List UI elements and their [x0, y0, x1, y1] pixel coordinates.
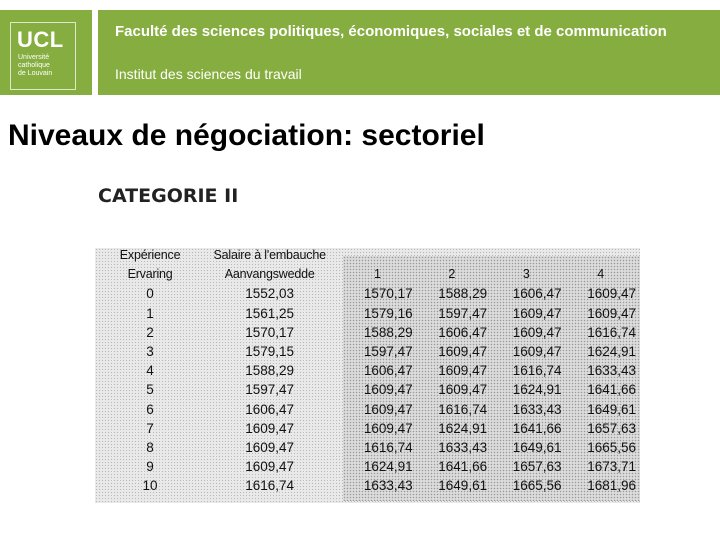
column-header: Aanvangswedde — [224, 267, 315, 282]
table-cell: 1609,47 — [587, 305, 636, 321]
column-header — [342, 246, 416, 265]
table-cell: 1681,96 — [587, 478, 636, 494]
table-cell: 10 — [142, 478, 158, 494]
column-header: Expérience — [119, 248, 181, 262]
table-cell: 1673,71 — [587, 459, 636, 475]
table-cell: 1649,61 — [438, 478, 488, 494]
table-cell: 8 — [146, 440, 154, 456]
logo-text: UCL — [17, 27, 64, 52]
table-cell: 1552,03 — [245, 286, 295, 302]
table-cell: 1641,66 — [438, 459, 488, 475]
table-cell: 1597,47 — [245, 382, 295, 398]
faculty-name: Faculté des sciences politiques, économiques, sociales et de communication — [115, 23, 667, 40]
table-cell: 1609,47 — [438, 363, 488, 379]
table-cell: 1641,66 — [587, 382, 636, 398]
table-row — [103, 419, 640, 438]
table-cell: 1609,47 — [512, 344, 562, 360]
table-header-row — [103, 265, 640, 284]
table-cell: 1616,74 — [512, 363, 562, 379]
column-header: 2 — [448, 267, 456, 282]
table-cell: 7 — [146, 420, 154, 436]
table-cell: 1609,47 — [512, 324, 562, 340]
column-header — [491, 246, 565, 265]
column-header: Ervaring — [127, 267, 173, 282]
table-cell: 1633,43 — [363, 478, 413, 494]
column-header: 3 — [522, 267, 530, 282]
table-cell: 1616,74 — [587, 324, 636, 340]
column-header: Salaire à l'embauche — [213, 248, 326, 262]
table-cell: 1579,16 — [363, 305, 413, 321]
table-cell: 1609,47 — [587, 286, 636, 302]
table-cell: 0 — [146, 286, 154, 302]
table-cell: 1633,43 — [587, 363, 636, 379]
table-cell: 1624,91 — [512, 382, 562, 398]
table-row — [103, 361, 640, 380]
table-cell: 1609,47 — [438, 344, 488, 360]
table-cell: 9 — [146, 459, 154, 475]
table-cell: 1570,17 — [245, 324, 295, 340]
table-cell: 1561,25 — [245, 305, 295, 321]
table-cell: 1609,47 — [245, 440, 295, 456]
table-cell: 1588,29 — [438, 286, 488, 302]
table-cell: 6 — [146, 401, 154, 417]
table-cell: 1609,47 — [363, 420, 413, 436]
table-cell: 4 — [146, 363, 154, 379]
table-row — [103, 323, 640, 342]
table-cell: 1665,56 — [512, 478, 562, 494]
table-cell: 1606,47 — [438, 324, 488, 340]
table-cell: 1609,47 — [363, 382, 413, 398]
table-cell: 1641,66 — [512, 420, 562, 436]
table-cell: 1649,61 — [587, 401, 636, 417]
table-cell: 1588,29 — [363, 324, 413, 340]
salary-table — [103, 246, 640, 496]
column-header: 4 — [597, 267, 605, 282]
table-cell: 1633,43 — [438, 440, 488, 456]
table-cell: 1579,15 — [245, 344, 295, 360]
table-row — [103, 400, 640, 419]
table-header-row — [103, 246, 640, 265]
table-cell: 1588,29 — [245, 363, 295, 379]
table-cell: 1616,74 — [245, 478, 295, 494]
column-header: 1 — [373, 267, 381, 282]
table-body — [103, 284, 640, 495]
table-cell: 1609,47 — [245, 420, 295, 436]
table-cell: 1606,47 — [512, 286, 562, 302]
table-cell: 1609,47 — [512, 305, 562, 321]
table-cell: 1609,47 — [438, 382, 488, 398]
table-row — [103, 476, 640, 495]
table-cell: 1624,91 — [587, 344, 636, 360]
table-cell: 1665,56 — [587, 440, 636, 456]
header-banner — [0, 10, 720, 95]
table-cell: 1649,61 — [512, 440, 562, 456]
slide-title: Niveaux de négociation: sectoriel — [8, 119, 485, 152]
table-cell: 1606,47 — [363, 363, 413, 379]
table-cell: 1570,17 — [363, 286, 413, 302]
table-cell: 1609,47 — [363, 401, 413, 417]
table-cell: 1616,74 — [438, 401, 488, 417]
table-cell: 1624,91 — [363, 459, 413, 475]
table-row — [103, 304, 640, 323]
category-title: CATEGORIE II — [98, 185, 239, 207]
table-cell: 1657,63 — [587, 420, 636, 436]
header-divider — [92, 10, 98, 95]
table-row — [103, 380, 640, 399]
scanned-salary-table — [95, 168, 640, 505]
column-header — [566, 246, 640, 265]
table-cell: 3 — [146, 344, 154, 360]
table-cell: 1633,43 — [512, 401, 562, 417]
table-cell: 1624,91 — [438, 420, 488, 436]
ucl-logo — [10, 22, 76, 90]
table-row — [103, 342, 640, 361]
column-header — [417, 246, 491, 265]
table-cell: 1609,47 — [245, 459, 295, 475]
table-cell: 2 — [146, 324, 154, 340]
table-cell: 1 — [146, 305, 154, 321]
table-cell: 1616,74 — [363, 440, 413, 456]
table-cell: 1657,63 — [512, 459, 562, 475]
table-cell: 1597,47 — [363, 344, 413, 360]
table-cell: 1597,47 — [438, 305, 488, 321]
table-row — [103, 438, 640, 457]
table-row — [103, 284, 640, 303]
table-row — [103, 457, 640, 476]
institute-name: Institut des sciences du travail — [115, 66, 302, 82]
table-cell: 5 — [146, 382, 154, 398]
table-cell: 1606,47 — [245, 401, 295, 417]
logo-subtitle: Université catholique de Louvain — [18, 54, 53, 77]
